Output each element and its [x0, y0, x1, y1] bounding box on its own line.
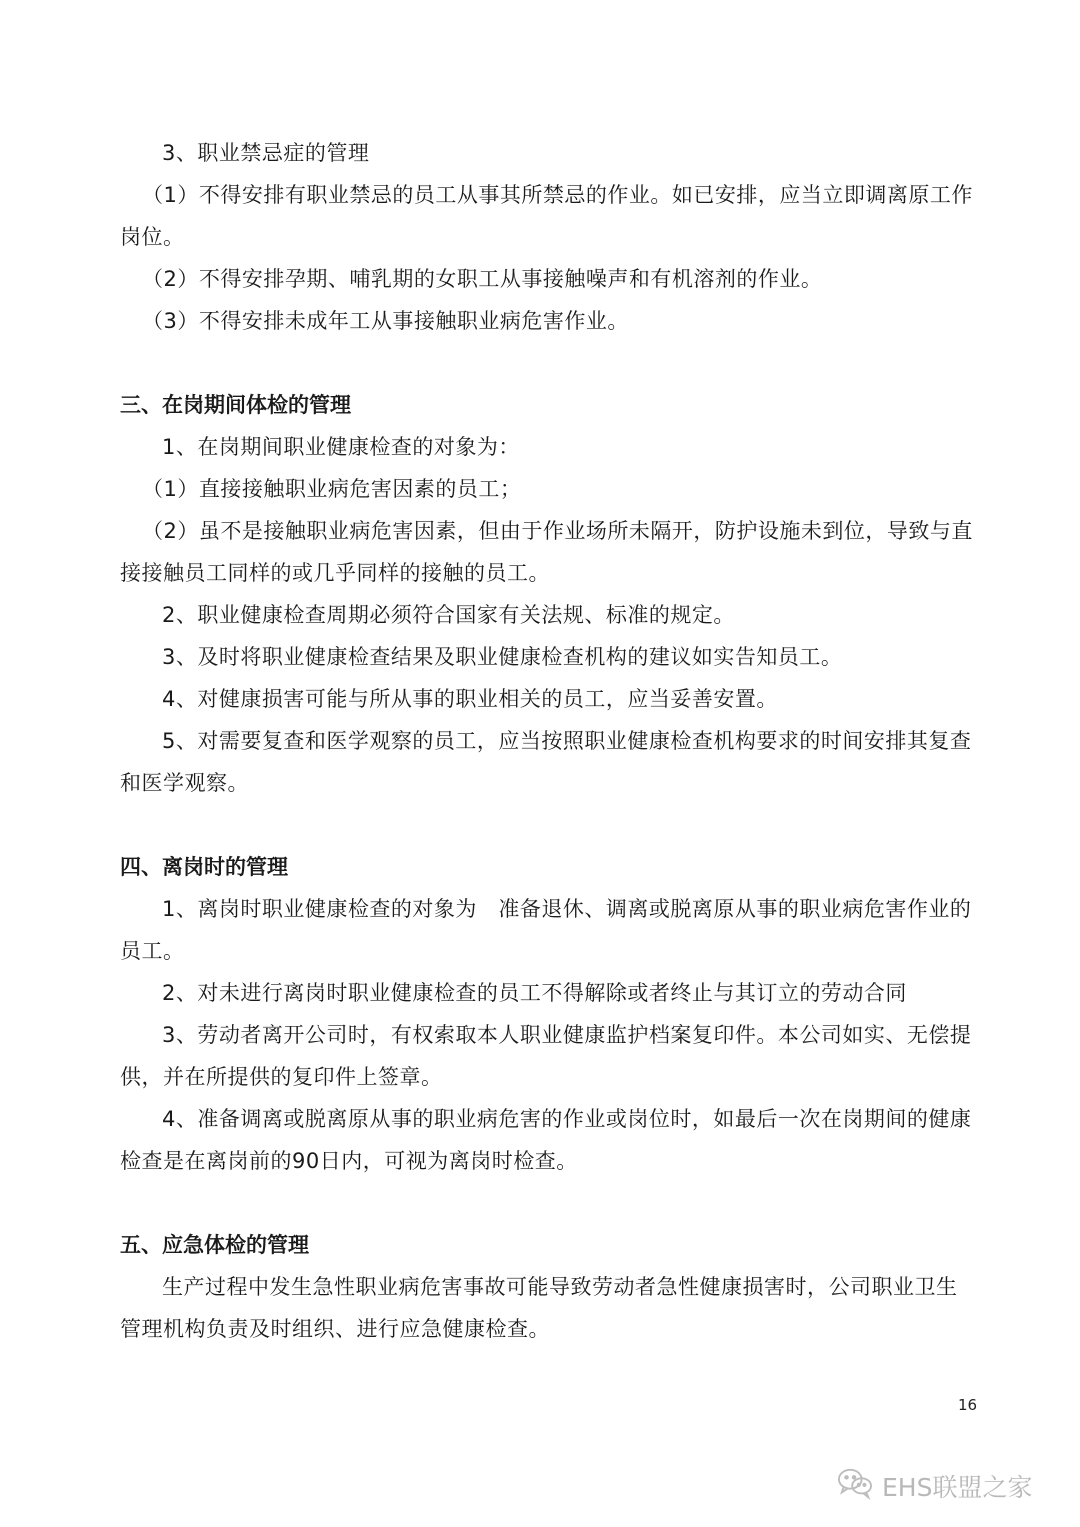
section3-heading: 三、在岗期间体检的管理: [120, 393, 351, 417]
item3-paragraph-1: （1）不得安排有职业禁忌的员工从事其所禁忌的作业。如已安排，应当立即调离原工作岗位。: [120, 183, 973, 249]
section-gap: [120, 804, 978, 846]
page-content: [120, 132, 978, 1350]
section5-heading: 五、应急体检的管理: [120, 1233, 309, 1257]
section3-paragraph-5: 5、对需要复查和医学观察的员工，应当按照职业健康检查机构要求的时间安排其复查和医学观察。: [120, 729, 972, 795]
section4-paragraph-4: 4、准备调离或脱离原从事的职业病危害的作业或岗位时，如最后一次在岗期间的健康检查是在离岗前的90日内，可视为离岗时检查。: [120, 1107, 972, 1173]
item3-paragraph-2: （2）不得安排孕期、哺乳期的女职工从事接触噪声和有机溶剂的作业。: [142, 267, 823, 291]
watermark: [836, 1466, 1032, 1506]
watermark-text: EHS联盟之家: [882, 1473, 1033, 1502]
wechat-icon: [836, 1466, 874, 1506]
section4-paragraph-3: 3、劳动者离开公司时，有权索取本人职业健康监护档案复印件。本公司如实、无偿提供，并在所提供的复印件上签章。: [120, 1023, 972, 1089]
section3-paragraph-3: 3、及时将职业健康检查结果及职业健康检查机构的建议如实告知员工。: [162, 645, 843, 669]
section3-paragraph-2: 2、职业健康检查周期必须符合国家有关法规、标准的规定。: [162, 603, 735, 627]
section3-paragraph-4: 4、对健康损害可能与所从事的职业相关的员工，应当妥善安置。: [162, 687, 778, 711]
section-gap: [120, 1182, 978, 1224]
section3-paragraph-1a: （1）直接接触职业病危害因素的员工；: [142, 477, 522, 501]
section4-paragraph-2: 2、对未进行离岗时职业健康检查的员工不得解除或者终止与其订立的劳动合同: [162, 981, 907, 1005]
section4-paragraph-1: 1、离岗时职业健康检查的对象为 准备退休、调离或脱离原从事的职业病危害作业的员工。: [120, 897, 972, 963]
section5-paragraph-1: 生产过程中发生急性职业病危害事故可能导致劳动者急性健康损害时，公司职业卫生管理机构负责及时组织、进行应急健康检查。: [120, 1275, 958, 1341]
section4-heading: 四、离岗时的管理: [120, 855, 288, 879]
page-number: 16: [958, 1396, 978, 1414]
section3-paragraph-1: 1、在岗期间职业健康检查的对象为：: [162, 435, 520, 459]
item3-paragraph-3: （3）不得安排未成年工从事接触职业病危害作业。: [142, 309, 629, 333]
section-gap: [120, 342, 978, 384]
item3-title: 3、职业禁忌症的管理: [162, 141, 370, 165]
section3-paragraph-1b: （2）虽不是接触职业病危害因素，但由于作业场所未隔开，防护设施未到位，导致与直接接触员工同样的或几乎同样的接触的员工。: [120, 519, 973, 585]
